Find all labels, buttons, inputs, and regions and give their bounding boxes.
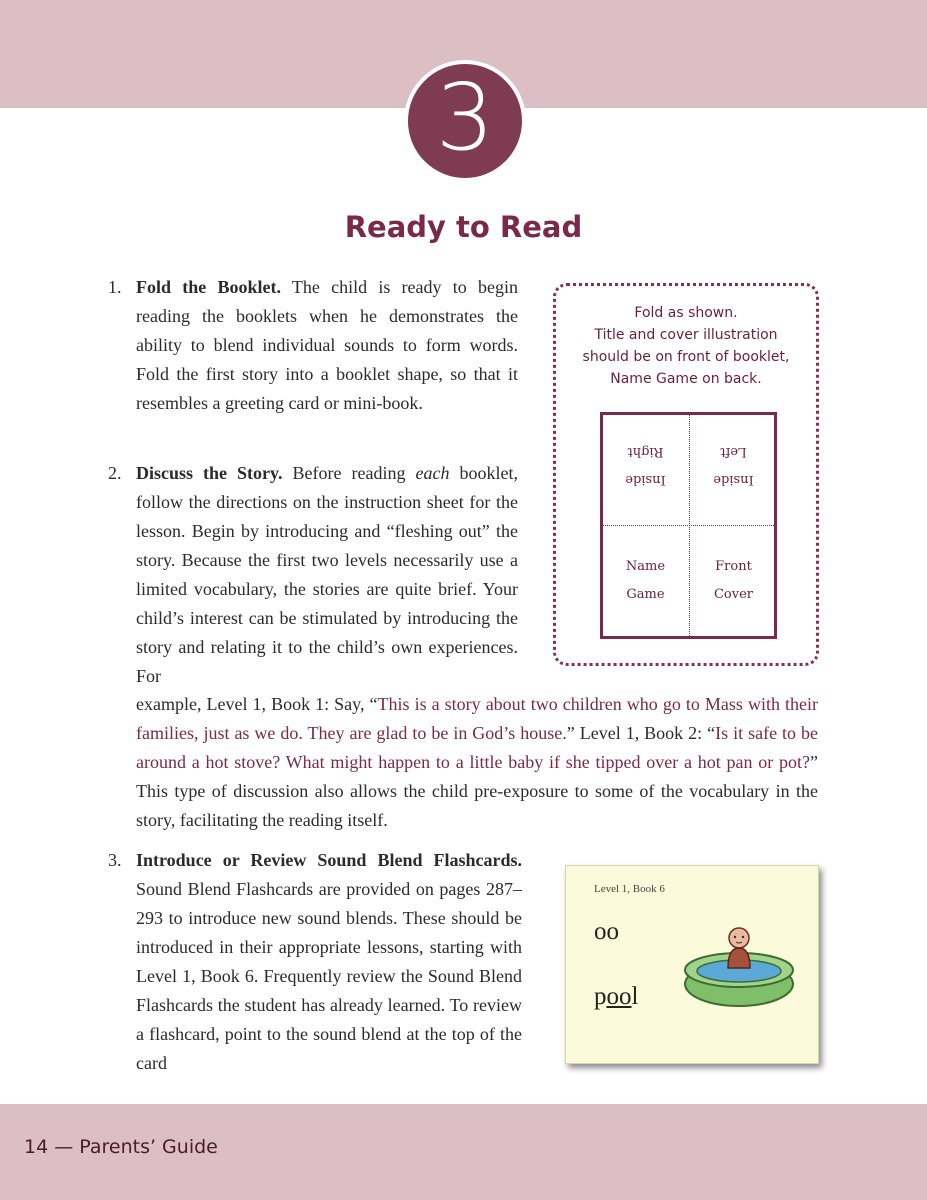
- sample-flashcard: [565, 865, 819, 1064]
- list-item-discuss-story: [108, 459, 518, 691]
- fold-instructions-box: [553, 283, 819, 666]
- fold-line-horizontal: [603, 525, 774, 526]
- cell-label: Game: [626, 587, 665, 602]
- flashcard-level: Level 1, Book 6: [594, 883, 665, 895]
- item-heading: Fold the Booklet.: [136, 277, 281, 297]
- word-part-underlined: oo: [606, 983, 632, 1010]
- cell-inside-right: [603, 437, 688, 493]
- item-text-emphasis: each: [415, 463, 450, 483]
- item-text: booklet, follow the directions on the instruction sheet for the lesson. Begin by introducing and “fleshing out” the story. Because the first two levels necessarily use a limited vocabulary, the stories are quite brief. Your child’s interest can be stimulated by introducing the story and relating it to the child’s own experiences. For: [136, 463, 518, 686]
- fold-diagram: [600, 412, 777, 639]
- flashcard-blend: oo: [594, 918, 619, 945]
- item-text: The child is ready to begin reading the booklets when he demonstrates the ability to blend individual sounds to form words. Fold the first story into a booklet shape, so that it resembles a greeting card or mini-book.: [136, 277, 518, 413]
- cell-label: Front: [715, 559, 752, 574]
- cell-inside-left: [691, 437, 776, 493]
- cell-front-cover: [691, 553, 776, 609]
- item-heading: Discuss the Story.: [136, 463, 283, 483]
- caption-line: Name Game on back.: [610, 371, 762, 387]
- chapter-number: 3: [435, 64, 495, 171]
- item-text: example, Level 1, Book 1: Say, “: [136, 694, 378, 714]
- list-item-sound-blend-flashcards: [108, 846, 522, 1078]
- word-part: l: [631, 983, 639, 1010]
- baby-in-pool-illustration: [678, 924, 800, 1012]
- item-number: 2.: [108, 463, 122, 483]
- cell-label: Inside: [625, 472, 666, 487]
- cell-label: Inside: [713, 472, 754, 487]
- fold-caption: [556, 302, 816, 390]
- cell-label: Cover: [713, 587, 754, 602]
- item-number: 3.: [108, 850, 122, 870]
- page-footer: 14 — Parents’ Guide: [24, 1136, 218, 1158]
- item-heading: Introduce or Review Sound Blend Flashcards.: [136, 850, 522, 870]
- chapter-number-badge: [404, 60, 526, 182]
- list-item-discuss-story-continued: [136, 690, 818, 835]
- item-number: 1.: [108, 277, 122, 297]
- cell-label: Left: [720, 444, 747, 459]
- caption-line: Fold as shown.: [634, 305, 738, 321]
- item-text: Sound Blend Flashcards are provided on pages 287–293 to introduce new sound blends. These should be introduced in their appropriate lessons, starting with Level 1, Book 6. Frequently review the Sound Blend Flashcards the student has already learned. To review a flashcard, point to the sound blend at the top of the card: [136, 879, 522, 1073]
- item-text: ” Level 1, Book 2: “: [566, 723, 716, 743]
- cell-label: Name: [625, 559, 666, 574]
- cell-label: Right: [627, 444, 664, 459]
- word-part: p: [594, 983, 607, 1010]
- item-text: Before reading: [282, 463, 416, 483]
- page-title: Ready to Read: [344, 210, 583, 244]
- flashcard-word: [594, 983, 638, 1011]
- list-item-fold-booklet: [108, 273, 518, 418]
- example-quote: Is it safe to be around a hot stove? What might happen to a little baby if she tipped over a hot pan or pot?: [136, 723, 818, 772]
- item-text: ” This type of discussion also allows the child pre-exposure to some of the vocabulary in the story, facilitating the reading itself.: [136, 752, 818, 830]
- caption-line: should be on front of booklet,: [582, 349, 790, 365]
- example-quote: This is a story about two children who go to Mass with their families, just as we do. They are glad to be in God’s house.: [136, 694, 818, 743]
- caption-line: Title and cover illustration: [594, 327, 778, 343]
- cell-name-game: [603, 553, 688, 609]
